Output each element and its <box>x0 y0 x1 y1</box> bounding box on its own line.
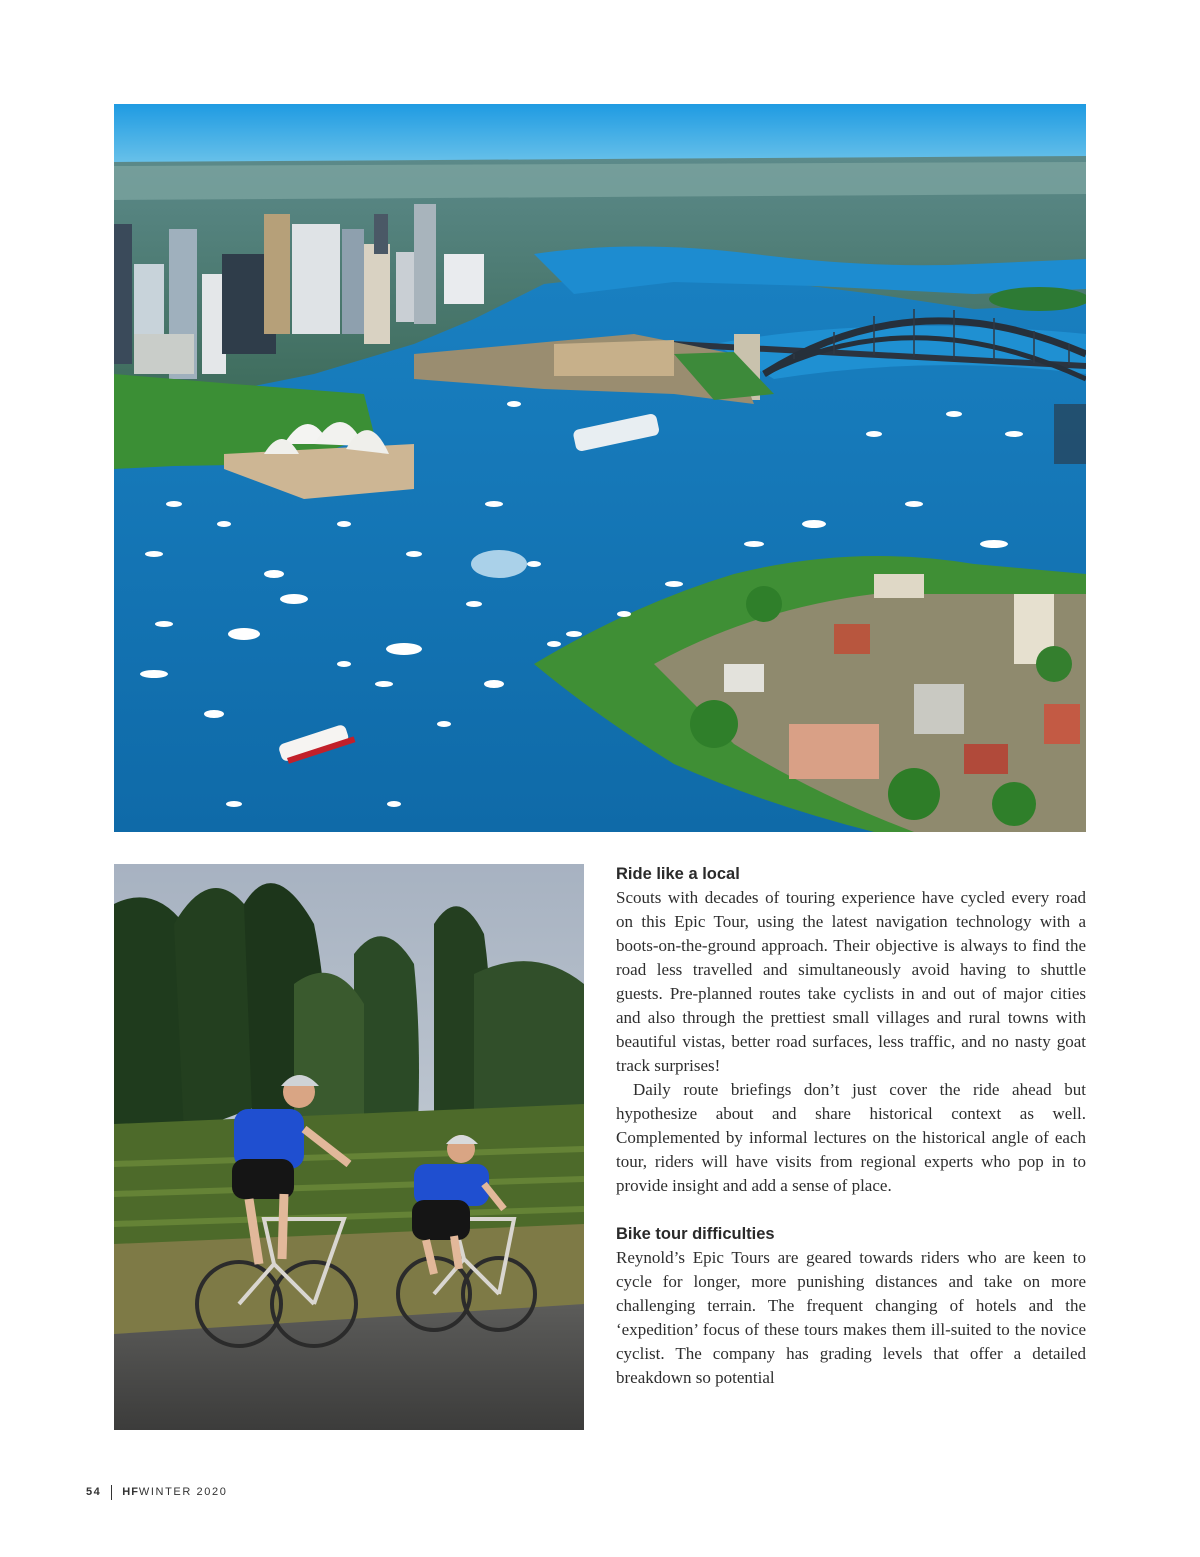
page-number: 54 <box>86 1486 102 1498</box>
article-column <box>616 862 1086 1390</box>
body-paragraph: Daily route briefings don’t just cover the ride ahead but hypothesize about and share historical context as well. Complemented by informal lectures on the historical angle of each tour, riders will have visits from regional experts who pop in to provide insight and add a sense of place. <box>616 1080 1086 1195</box>
page-footer <box>86 1484 227 1500</box>
cyclists-photo <box>114 864 584 1430</box>
issue-label: WINTER 2020 <box>138 1486 228 1498</box>
harbour-aerial-photo <box>114 104 1086 832</box>
footer-divider <box>111 1485 112 1500</box>
section-heading-bike-tour-difficulties: Bike tour difficulties <box>616 1225 775 1243</box>
paragraph-spacer <box>616 1198 1086 1222</box>
body-paragraph: Reynold’s Epic Tours are geared towards riders who are keen to cycle for longer, more punishing distances and take on more challenging terrain. The frequent changing of hotels and the ‘expedition’ focus of these tours makes them ill-suited to the novice cyclist. The company has grading levels that offer a detailed breakdown so potential <box>616 1248 1086 1387</box>
magazine-logo: HF <box>122 1486 139 1498</box>
cyclists-illustration <box>114 864 584 1430</box>
body-paragraph: Scouts with decades of touring experience have cycled every road on this Epic Tour, using the latest navigation technology with a boots-on-the-ground approach. Their objective is always to find the road less travelled and simultaneously avoid having to shuttle guests. Pre-planned routes take cyclists in and out of major cities and also through the prettiest small villages and rural towns with beautiful vistas, better road surfaces, less traffic, and no nasty goat track surprises! <box>616 888 1086 1075</box>
harbour-aerial-illustration <box>114 104 1086 832</box>
section-heading-ride-like-a-local: Ride like a local <box>616 865 740 883</box>
